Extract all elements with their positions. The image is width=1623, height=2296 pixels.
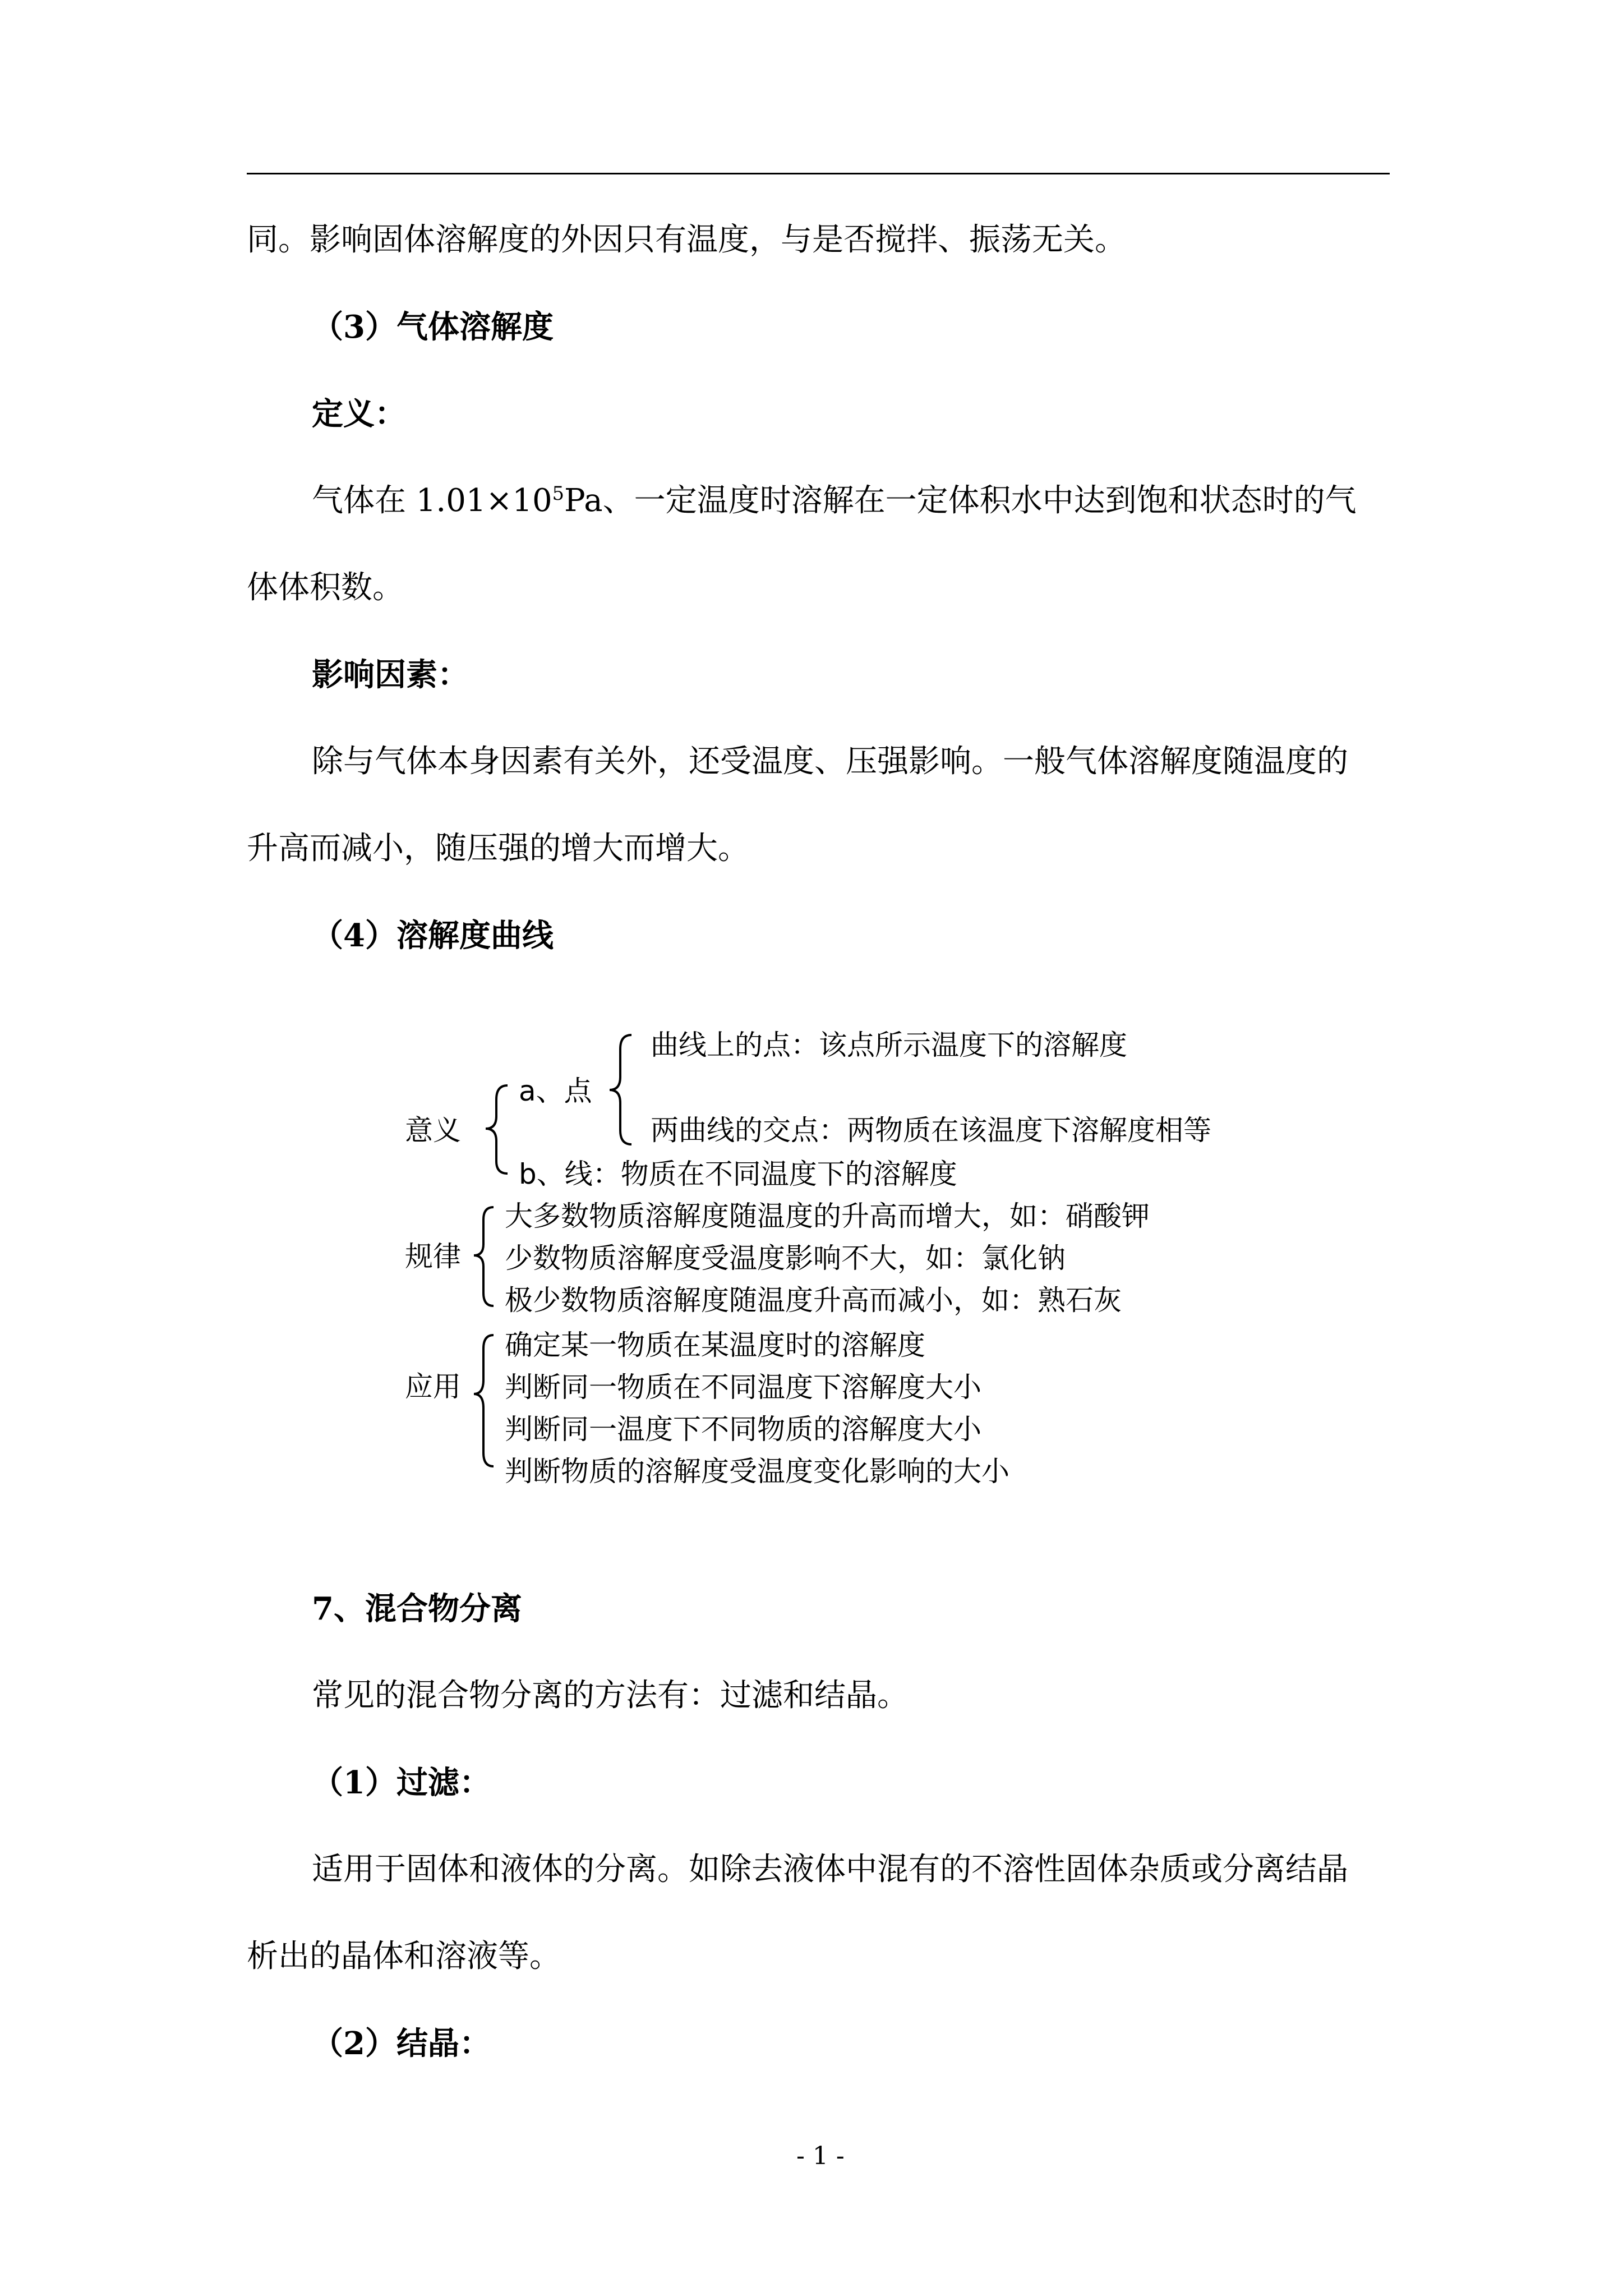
rules-brace	[474, 1207, 494, 1306]
meaning-label: 意义	[405, 1114, 461, 1147]
application-item-1: 确定某一物质在某温度时的溶解度	[505, 1329, 925, 1361]
rule-item-2: 少数物质溶解度受温度影响不大，如：氯化钠	[505, 1242, 1066, 1274]
meaning-brace	[486, 1085, 508, 1174]
factors-line-1: 除与气体本身因素有关外，还受温度、压强影响。一般气体溶解度随温度的	[312, 743, 1348, 780]
heading-mixture-separation: 7、混合物分离	[312, 1590, 522, 1627]
gas-definition-line-1	[312, 482, 1357, 519]
point-label: a、点	[519, 1075, 592, 1107]
application-label: 应用	[405, 1370, 461, 1403]
line-meaning: b、线：物质在不同温度下的溶解度	[519, 1158, 957, 1190]
point-item-1: 曲线上的点：该点所示温度下的溶解度	[651, 1029, 1127, 1061]
heading-solubility-curve: （4）溶解度曲线	[312, 917, 554, 954]
gas-definition-part-1: 气体在 1.01×10	[312, 482, 552, 519]
filtration-line-2: 析出的晶体和溶液等。	[247, 1938, 561, 1975]
application-item-3: 判断同一温度下不同物质的溶解度大小	[505, 1413, 981, 1446]
separation-intro: 常见的混合物分离的方法有：过滤和结晶。	[312, 1677, 909, 1714]
application-brace	[474, 1335, 494, 1466]
factors-line-2: 升高而减小，随压强的增大而增大。	[247, 830, 749, 867]
application-item-4: 判断物质的溶解度受温度变化影响的大小	[505, 1455, 1009, 1488]
rule-item-1: 大多数物质溶解度随温度的升高而增大，如：硝酸钾	[505, 1200, 1150, 1232]
gas-definition-part-2: Pa、一定温度时溶解在一定体积水中达到饱和状态时的气	[564, 482, 1357, 519]
application-item-2: 判断同一物质在不同温度下溶解度大小	[505, 1371, 981, 1404]
gas-definition-line-2: 体体积数。	[247, 569, 404, 606]
factors-label: 影响因素：	[312, 656, 469, 693]
rule-item-3: 极少数物质溶解度随温度升高而减小，如：熟石灰	[505, 1284, 1122, 1317]
heading-gas-solubility: （3）气体溶解度	[312, 309, 554, 346]
heading-filtration: （1）过滤：	[312, 1764, 491, 1801]
definition-label: 定义：	[312, 395, 406, 432]
page-number: - 1 -	[796, 2142, 845, 2170]
point-brace	[610, 1035, 631, 1144]
point-item-2: 两曲线的交点：两物质在该温度下溶解度相等	[651, 1114, 1211, 1147]
header-rule	[247, 173, 1390, 174]
rules-label: 规律	[405, 1240, 461, 1273]
gas-definition-exponent: 5	[552, 482, 565, 504]
filtration-line-1: 适用于固体和液体的分离。如除去液体中混有的不溶性固体杂质或分离结晶	[312, 1851, 1348, 1888]
paragraph-solid-solubility-end: 同。影响固体溶解度的外因只有温度，与是否搅拌、振荡无关。	[247, 222, 1126, 258]
heading-crystallization: （2）结晶：	[312, 2025, 491, 2062]
